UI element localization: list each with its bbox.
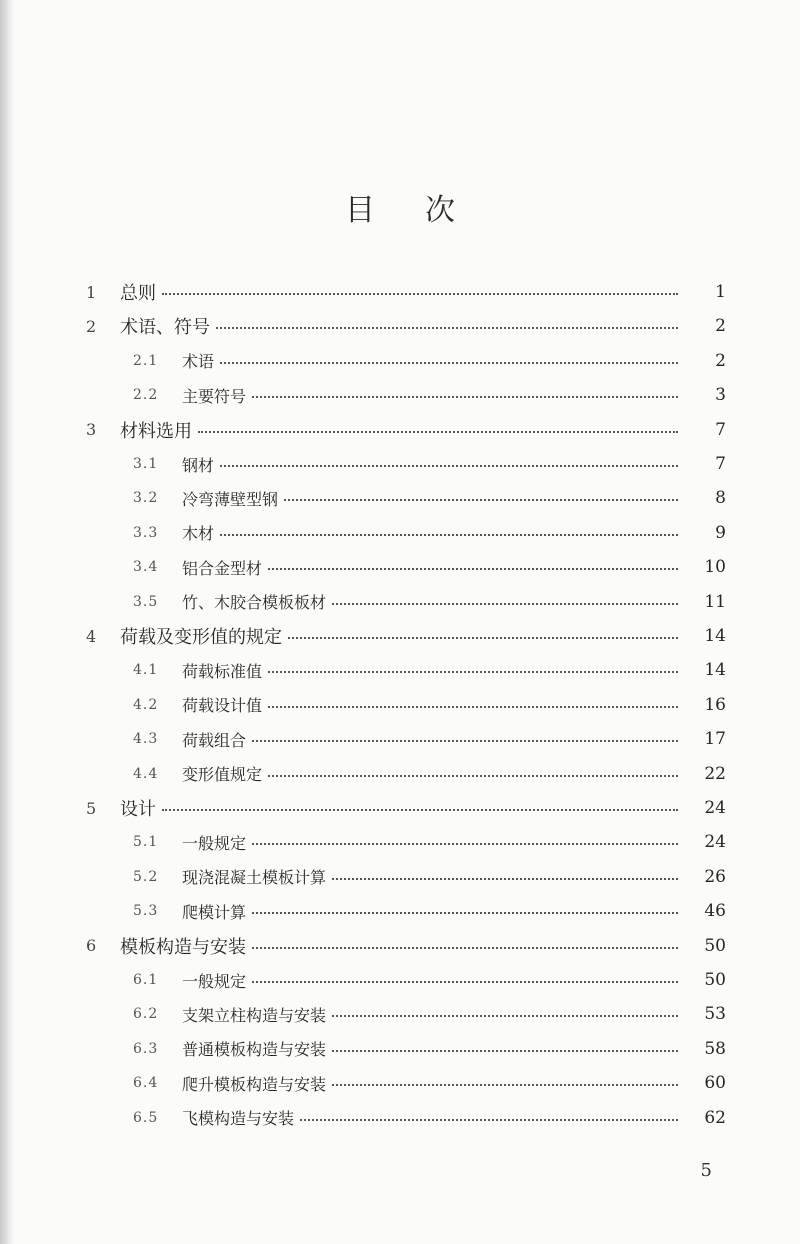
- toc-entry-number: 3.3: [133, 524, 159, 541]
- toc-entry-number: 5.2: [133, 868, 159, 885]
- toc-entry-page: 22: [704, 763, 726, 784]
- toc-entry-row: [182, 865, 726, 888]
- toc-entry-page: 3: [715, 385, 726, 406]
- toc-entry-row: [182, 349, 726, 372]
- toc-entry-page: 11: [704, 591, 726, 612]
- toc-entry-row: [182, 762, 726, 785]
- toc-section-entry[interactable]: [0, 825, 800, 859]
- dot-leader: [268, 671, 678, 673]
- dot-leader: [220, 534, 678, 536]
- toc-section-entry[interactable]: [0, 447, 800, 481]
- toc-entry-number: 5.1: [133, 834, 159, 851]
- toc-entry-title: 设计: [120, 799, 156, 820]
- toc-chapter-entry[interactable]: [0, 929, 800, 963]
- toc-section-entry[interactable]: [0, 1066, 800, 1100]
- toc-entry-page: 7: [715, 454, 726, 474]
- toc-entry-number: 4.2: [133, 696, 159, 713]
- toc-entry-title: 材料选用: [120, 420, 192, 442]
- toc-entry-row: [182, 487, 726, 510]
- toc-entry-title: 钢材: [182, 455, 215, 475]
- toc-entry-row: [182, 693, 726, 716]
- toc-entry-page: 60: [704, 1073, 726, 1094]
- toc-entry-title: 支架立柱构造与安装: [182, 1005, 327, 1025]
- toc-entry-row: [120, 313, 726, 339]
- toc-section-entry[interactable]: [0, 997, 800, 1031]
- toc-entry-row: [182, 1003, 726, 1026]
- toc-section-entry[interactable]: [0, 653, 800, 687]
- dot-leader: [216, 327, 678, 329]
- toc-entry-page: 50: [704, 970, 726, 990]
- toc-section-entry[interactable]: [0, 722, 800, 756]
- toc-entry-page: 9: [715, 522, 726, 543]
- toc-entry-number: 5.3: [133, 903, 159, 920]
- toc-entry-title: 一般规定: [182, 833, 247, 853]
- toc-entry-title: 爬模计算: [182, 902, 247, 922]
- dot-leader: [300, 1119, 678, 1121]
- toc-entry-page: 50: [704, 935, 726, 956]
- toc-entry-row: [182, 900, 726, 923]
- toc-entry-number: 6.2: [133, 1006, 159, 1023]
- dot-leader: [252, 912, 678, 914]
- toc-section-entry[interactable]: [0, 1032, 800, 1066]
- toc-entry-number: 6.5: [133, 1109, 159, 1126]
- toc-entry-number: 6.1: [133, 972, 159, 988]
- toc-entry-row: [182, 556, 726, 579]
- dot-leader: [288, 637, 678, 639]
- toc-chapter-entry[interactable]: [0, 619, 800, 653]
- toc-section-entry[interactable]: [0, 516, 800, 550]
- toc-entry-page: 46: [704, 901, 726, 922]
- toc-entry-title: 飞模构造与安装: [182, 1109, 295, 1129]
- toc-section-entry[interactable]: [0, 757, 800, 791]
- dot-leader: [284, 499, 678, 501]
- toc-entry-title: 木材: [182, 524, 215, 544]
- toc-entry-title: 竹、木胶合模板板材: [182, 593, 327, 613]
- toc-entry-number: 5: [86, 798, 97, 818]
- toc-entry-row: [182, 659, 726, 682]
- toc-entry-row: [182, 1072, 726, 1095]
- toc-entry-row: [182, 1106, 726, 1129]
- toc-entry-title: 总则: [120, 283, 156, 304]
- dot-leader: [332, 1084, 678, 1086]
- title-char-2: 次: [425, 193, 455, 228]
- toc-entry-row: [120, 279, 726, 305]
- title-char-1: 目: [345, 193, 375, 228]
- toc-chapter-entry[interactable]: [0, 275, 800, 309]
- toc-entry-number: 4.3: [133, 731, 159, 748]
- dot-leader: [162, 809, 678, 811]
- toc-chapter-entry[interactable]: [0, 413, 800, 447]
- toc-entry-title: 荷载标准值: [182, 661, 263, 681]
- toc-entry-number: 3.1: [133, 456, 159, 472]
- toc-entry-number: 3.5: [133, 593, 159, 610]
- toc-entry-page: 26: [704, 866, 726, 887]
- toc-entry-page: 24: [704, 832, 726, 853]
- toc-entry-row: [120, 623, 726, 649]
- toc-entry-page: 24: [704, 798, 726, 818]
- toc-entry-page: 14: [704, 660, 726, 681]
- toc-entry-title: 普通模板构造与安装: [182, 1040, 327, 1060]
- toc-entry-page: 17: [704, 729, 726, 750]
- toc-entry-page: 2: [715, 350, 726, 371]
- toc-section-entry[interactable]: [0, 481, 800, 515]
- toc-entry-row: [182, 521, 726, 544]
- page-number: 5: [700, 1160, 712, 1181]
- toc-entry-row: [120, 417, 726, 443]
- toc-entry-title: 现浇混凝土模板计算: [182, 868, 327, 888]
- dot-leader: [220, 465, 678, 467]
- toc-entry-title: 荷载及变形值的规定: [120, 627, 282, 648]
- toc-entry-number: 2.2: [133, 387, 159, 404]
- toc-section-entry[interactable]: [0, 894, 800, 928]
- toc-entry-title: 术语、符号: [120, 317, 210, 339]
- toc-section-entry[interactable]: [0, 550, 800, 584]
- toc-chapter-entry[interactable]: [0, 791, 800, 825]
- dot-leader: [252, 947, 678, 949]
- toc-entry-page: 62: [704, 1107, 726, 1128]
- toc-section-entry[interactable]: [0, 1101, 800, 1135]
- toc-entry-page: 7: [715, 419, 726, 440]
- toc-section-entry[interactable]: [0, 688, 800, 722]
- toc-section-entry[interactable]: [0, 585, 800, 619]
- dot-leader: [252, 843, 678, 845]
- toc-entry-page: 53: [704, 1004, 726, 1025]
- dot-leader: [332, 603, 678, 605]
- toc-entry-page: 58: [704, 1038, 726, 1059]
- toc-entry-row: [182, 728, 726, 751]
- toc-entry-number: 1: [86, 282, 97, 302]
- toc-entry-title: 术语: [182, 352, 215, 372]
- toc-entry-page: 8: [715, 488, 726, 509]
- dot-leader: [332, 1050, 678, 1052]
- toc-entry-number: 6: [86, 936, 97, 956]
- dot-leader: [268, 775, 678, 777]
- toc-entry-title: 爬升模板构造与安装: [182, 1074, 327, 1094]
- dot-leader: [198, 431, 678, 433]
- toc-entry-page: 14: [704, 626, 726, 646]
- toc-entry-number: 6.3: [133, 1040, 159, 1057]
- dot-leader: [162, 293, 678, 295]
- toc-entry-row: [182, 384, 726, 407]
- toc-entry-row: [182, 831, 726, 854]
- toc-entry-row: [182, 453, 726, 476]
- toc-chapter-entry[interactable]: [0, 309, 800, 343]
- toc-entry-title: 荷载设计值: [182, 696, 263, 716]
- toc-entry-page: 10: [704, 557, 726, 578]
- dot-leader: [252, 740, 678, 742]
- toc-entry-page: 16: [704, 694, 726, 715]
- toc-entry-page: 2: [715, 316, 726, 337]
- toc-entry-row: [120, 933, 726, 959]
- toc-entry-number: 3.2: [133, 490, 159, 507]
- toc-entry-title: 模板构造与安装: [120, 936, 246, 958]
- toc-entry-row: [120, 795, 726, 821]
- toc-section-entry[interactable]: [0, 378, 800, 412]
- toc-entry-number: 4.4: [133, 765, 159, 782]
- toc-entry-title: 荷载组合: [182, 730, 247, 750]
- dot-leader: [268, 568, 678, 570]
- page-title: [0, 185, 800, 229]
- toc-entry-title: 主要符号: [182, 386, 247, 406]
- toc-entry-number: 3.4: [133, 559, 159, 576]
- toc-entry-page: 1: [715, 282, 726, 302]
- toc-entry-row: [182, 969, 726, 992]
- dot-leader: [220, 362, 678, 364]
- dot-leader: [252, 396, 678, 398]
- dot-leader: [268, 706, 678, 708]
- toc-section-entry[interactable]: [0, 860, 800, 894]
- toc-entry-number: 3: [86, 420, 97, 440]
- toc-entry-row: [182, 1037, 726, 1060]
- toc-entry-title: 铝合金型材: [182, 558, 263, 578]
- toc-entry-number: 6.4: [133, 1075, 159, 1092]
- dot-leader: [252, 981, 678, 983]
- toc-entry-number: 2.1: [133, 352, 159, 369]
- toc-section-entry[interactable]: [0, 963, 800, 997]
- toc-entry-number: 4: [86, 626, 97, 646]
- dot-leader: [332, 1015, 678, 1017]
- toc-entry-title: 变形值规定: [182, 765, 263, 785]
- toc-entry-number: 4.1: [133, 662, 159, 679]
- toc-entry-title: 冷弯薄壁型钢: [182, 489, 279, 509]
- toc-entry-number: 2: [86, 316, 97, 336]
- toc-entry-row: [182, 590, 726, 613]
- dot-leader: [332, 878, 678, 880]
- toc-section-entry[interactable]: [0, 344, 800, 378]
- toc-entry-title: 一般规定: [182, 971, 247, 991]
